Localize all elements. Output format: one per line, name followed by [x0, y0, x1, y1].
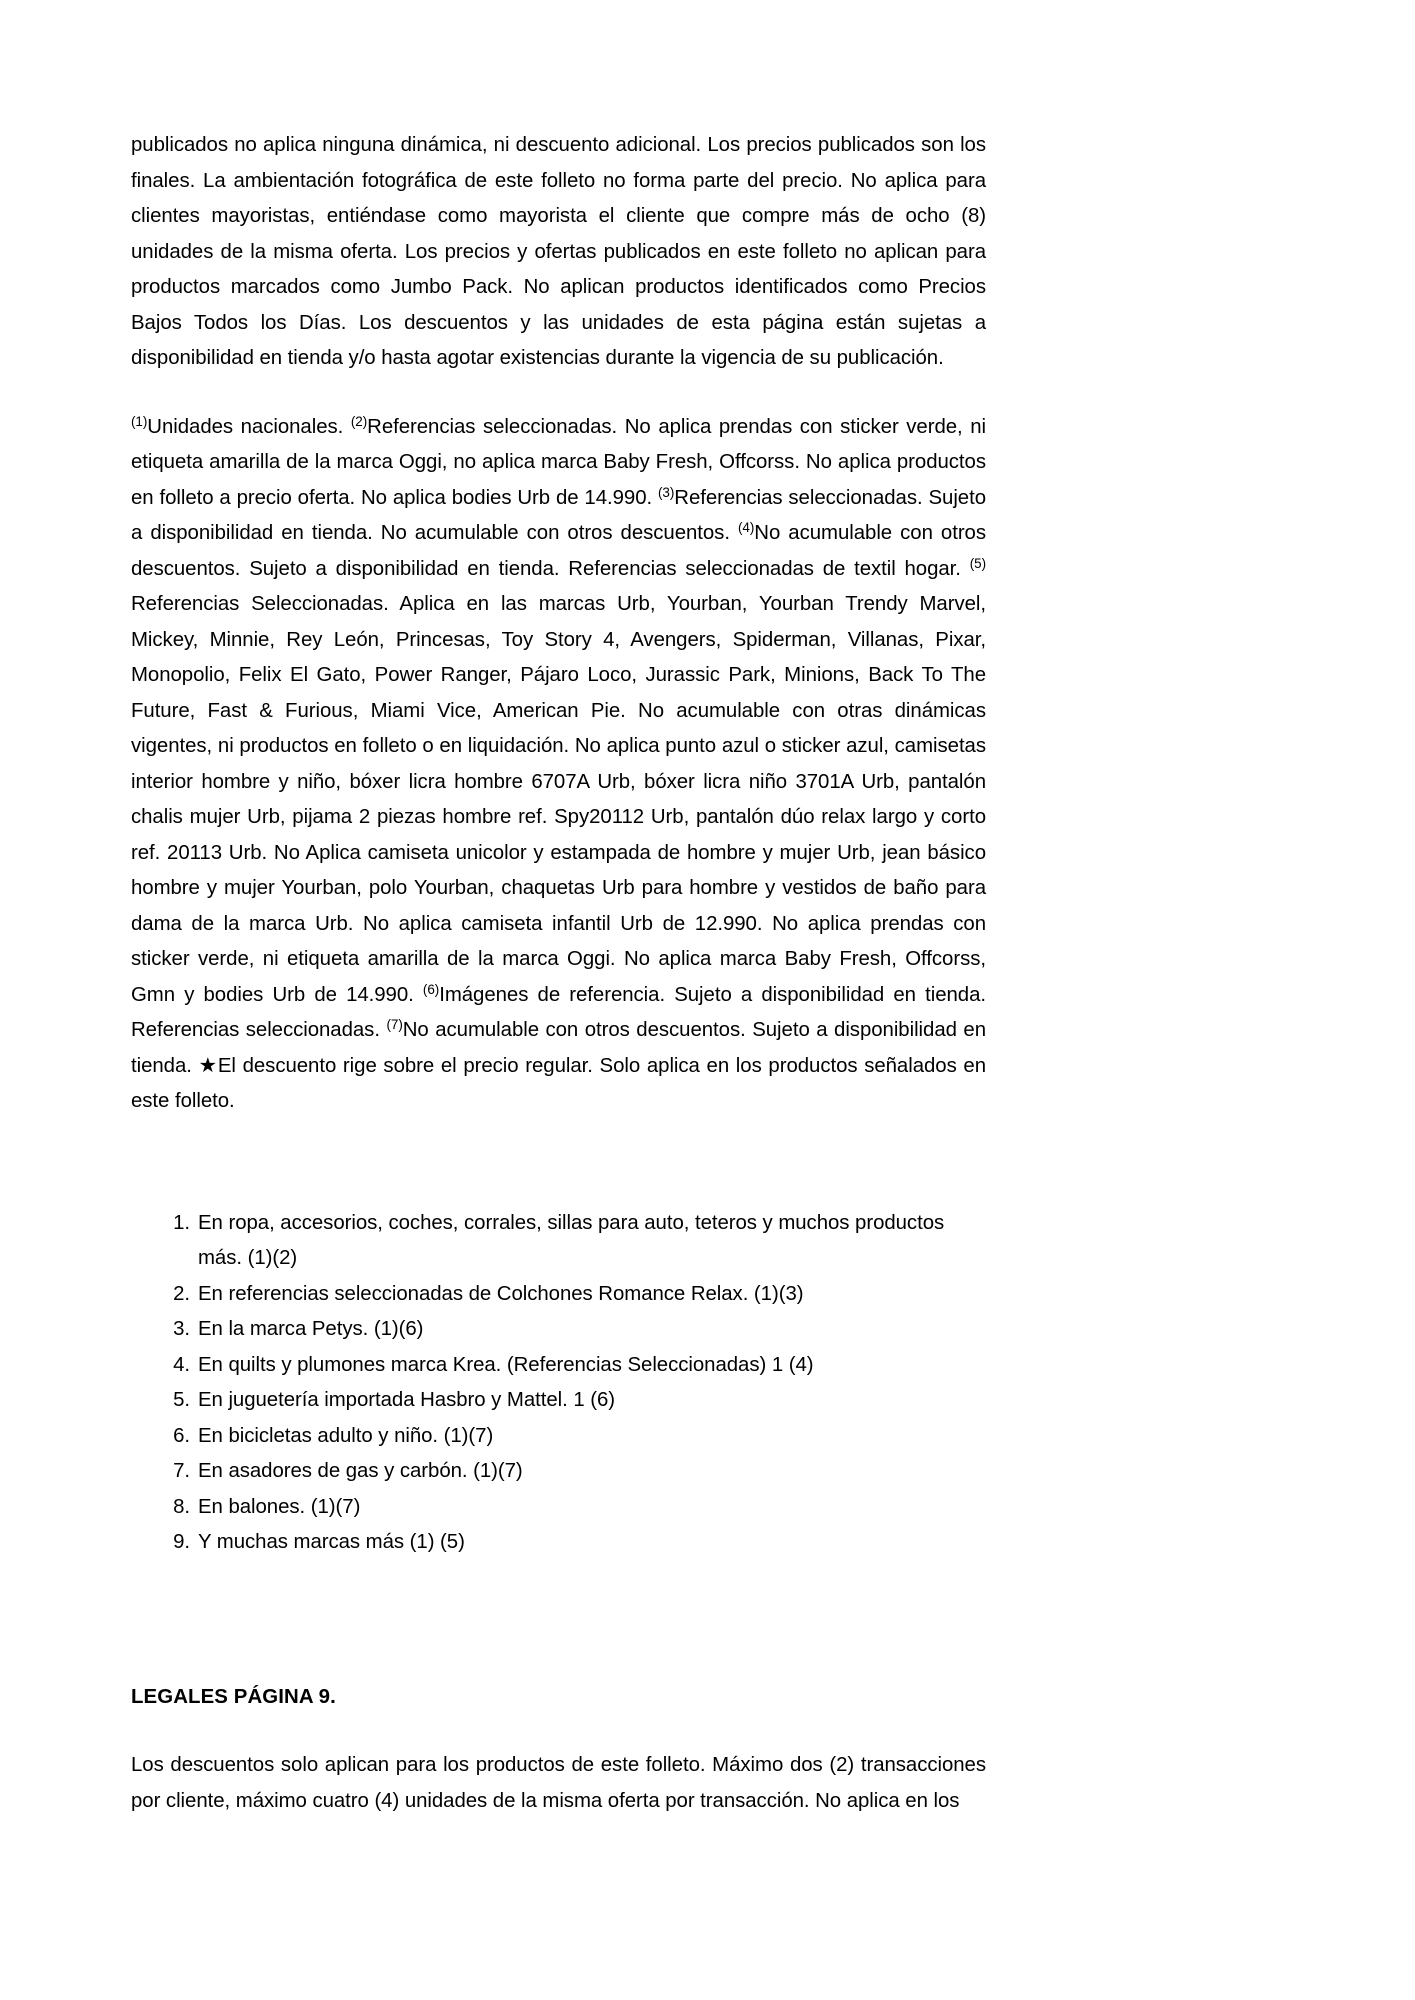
footnote-text-4: No acumulable con otros descuentos. Sujeto a disponibilidad en tienda. Referencias seleccionadas de textil hogar.: [131, 522, 986, 580]
document-content: [131, 128, 986, 1819]
footnote-marker-6: (6): [422, 981, 440, 997]
list-item: En balones. (1)(7): [198, 1495, 361, 1518]
list-item: En bicicletas adulto y niño. (1)(7): [198, 1424, 494, 1447]
footnote-marker-2: (2): [350, 413, 368, 429]
list-item: En referencias seleccionadas de Colchones Romance Relax. (1)(3): [198, 1282, 804, 1305]
footnote-text-2: Referencias seleccionadas. No aplica prendas con sticker verde, ni etiqueta amarilla de la marca Oggi, no aplica marca Baby Fresh, Offcorss. No aplica productos en folleto a precio oferta. No aplica bodies Urb de 14.990.: [131, 415, 987, 509]
page-title: LEGALES PÁGINA 9.: [131, 1685, 336, 1708]
list-item: En juguetería importada Hasbro y Mattel. 1 (6): [198, 1389, 616, 1411]
footnote-text-7: No acumulable con otros descuentos. Sujeto a disponibilidad en tienda. ★El descuento rige sobre el precio regular. Solo aplica en los productos señalados en este folleto.: [131, 1019, 986, 1112]
footnote-marker-3: (3): [657, 484, 675, 500]
list-item: En ropa, accesorios, coches, corrales, sillas para auto, teteros y muchos productos más. (1)(2): [198, 1211, 945, 1269]
footnote-text-5: Referencias Seleccionadas. Aplica en las marcas Urb, Yourban, Yourban Trendy Marvel, Mickey, Minnie, Rey León, Princesas, Toy Story 4, Avengers, Spiderman, Villanas, Pixar, Monopolio, Felix El Gato, Power Ranger, Pájaro Loco, Jurassic Park, Minions, Back To The Future, Fast & Furious, Miami Vice, American Pie. No acumulable con otras dinámicas vigentes, ni productos en folleto o en liquidación. No aplica punto azul o sticker azul, camisetas interior hombre y niño, bóxer licra hombre 6707A Urb, bóxer licra niño 3701A Urb, pantalón chalis mujer Urb, pijama 2 piezas hombre ref. Spy20112 Urb, pantalón dúo relax largo y corto ref. 20113 Urb. No Aplica camiseta unicolor y estampada de hombre y mujer Urb, jean básico hombre y mujer Yourban, polo Yourban, chaquetas Urb para hombre y vestidos de baño para dama de la marca Urb. No aplica camiseta infantil Urb de 12.990. No aplica prendas con sticker verde, ni etiqueta amarilla de la marca Oggi. No aplica marca Baby Fresh, Offcorss, Gmn y bodies Urb de 14.990.: [131, 593, 986, 1006]
footnote-segment-5: [131, 555, 986, 1006]
footnote-marker-5: (5): [969, 555, 986, 571]
footnote-marker-7: (7): [386, 1017, 403, 1032]
list-item: En la marca Petys. (1)(6): [198, 1318, 424, 1340]
closing-paragraph: Los descuentos solo aplican para los productos de este folleto. Máximo dos (2) transacciones por cliente, máximo cuatro (4) unidades de la misma oferta por transacción. No aplica en los: [131, 1754, 986, 1812]
footnote-marker-1: (1): [131, 413, 148, 429]
section-heading-wrapper: [131, 1680, 986, 1716]
footnote-text-6: Imágenes de referencia. Sujeto a disponibilidad en tienda. Referencias seleccionadas.: [131, 983, 986, 1041]
footnote-text-3: Referencias seleccionadas. Sujeto a disponibilidad en tienda. No acumulable con otros descuentos.: [131, 486, 986, 544]
numbered-list-wrapper: [131, 1206, 986, 1561]
list-item: Y muchas marcas más (1) (5): [198, 1531, 465, 1553]
footnote-segment-1: [131, 413, 351, 438]
closing-paragraph-wrapper: [131, 1748, 986, 1819]
list-item: En quilts y plumones marca Krea. (Referencias Seleccionadas) 1 (4): [198, 1353, 814, 1376]
footnote-text-1: Unidades nacionales.: [147, 415, 351, 438]
list-item: En asadores de gas y carbón. (1)(7): [198, 1460, 523, 1482]
footnotes-paragraph: [131, 410, 986, 1120]
legal-numbered-list: [131, 1206, 986, 1561]
footnote-marker-4: (4): [738, 520, 755, 535]
intro-paragraph: publicados no aplica ninguna dinámica, ni descuento adicional. Los precios publicados son los finales. La ambientación fotográfica de este folleto no forma parte del precio. No aplica para clientes mayoristas, entiéndase como mayorista el cliente que compre más de ocho (8) unidades de la misma oferta. Los precios y ofertas publicados en este folleto no aplican para productos marcados como Jumbo Pack. No aplican productos identificados como Precios Bajos Todos los Días. Los descuentos y las unidades de esta página están sujetas a disponibilidad en tienda y/o hasta agotar existencias durante la vigencia de su publicación.: [131, 134, 986, 369]
